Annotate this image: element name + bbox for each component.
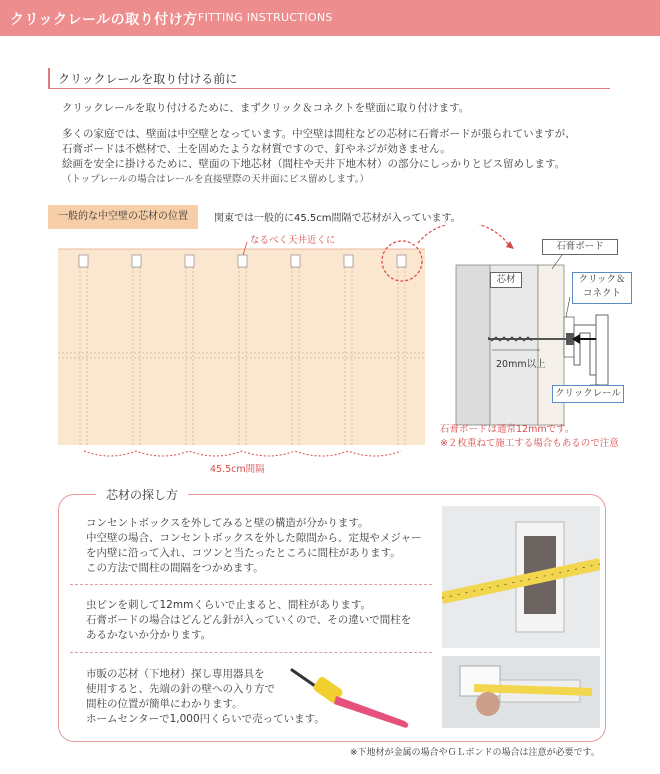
method1-line-3: を内壁に沿って入れ、コツンと当たったところに間柱があります。: [86, 547, 401, 559]
paragraph-line-2: 石膏ボードは不燃材で、土を固めたような材質ですので、釘やネジが効きません。: [62, 143, 451, 155]
section-title-text: クリックレールを取り付ける前に: [58, 72, 238, 86]
header-title-jp: クリックレールの取り付け方: [10, 12, 198, 28]
finder-handle: [334, 696, 408, 728]
divider-2: [70, 652, 432, 653]
core-block: [490, 265, 538, 425]
paragraph-line-3: 絵画を安全に掛けるために、壁面の下地芯材（間柱や天井下地木材）の部分にしっかりとビス留めします。: [62, 158, 566, 170]
intro-text: クリックレールを取り付けるために、まずクリック＆コネクトを壁面に取り付けます。: [62, 102, 470, 114]
wall-core-label: 一般的な中空壁の芯材の位置: [48, 205, 198, 229]
outlet-photo: [442, 506, 600, 648]
paragraph-line-4: （トップレールの場合はレールを直接壁際の天井面にビス留めします。）: [62, 174, 369, 185]
method3-line-3: 間柱の位置が簡単にわかります。: [86, 698, 243, 710]
divider-1: [70, 584, 432, 585]
board-note-1: 石膏ボードは通常12mmです。: [440, 424, 575, 435]
board-label: 石膏ボード: [542, 239, 618, 255]
connect-label-line-2: コネクト: [582, 288, 621, 299]
ceiling-note: なるべく天井近くに: [250, 235, 336, 246]
method3-line-1: 市販の芯材（下地材）探し専用器具を: [86, 668, 265, 680]
method1-line-1: コンセントボックスを外してみると壁の構造が分かります。: [86, 517, 369, 529]
method2-line-3: あるかないか分かります。: [86, 629, 212, 641]
finder-photo: [442, 656, 600, 728]
method1-line-2: 中空壁の場合、コンセントボックスを外した隙間から、定規やメジャー: [86, 532, 422, 544]
spacing-label: 45.5cm間隔: [210, 464, 265, 475]
method3-line-2: 使用すると、先端の針の壁への入り方で: [86, 683, 275, 695]
connect-label-line-1: クリック＆: [578, 274, 626, 285]
finder-tool: [284, 664, 424, 730]
detail-arc: [418, 225, 510, 247]
rail-body: [596, 315, 608, 385]
core-label: 芯材: [490, 272, 522, 288]
method3-line-4: ホームセンターで1,000円くらいで売っています。: [86, 713, 325, 725]
section2-title: 芯材の探し方: [96, 486, 188, 503]
board-note-2: ※２枚重ねて施工する場合もあるので注意: [440, 438, 619, 449]
core-stud: [456, 265, 490, 425]
rail-label: クリックレール: [552, 385, 624, 403]
header-title-en: FITTING INSTRUCTIONS: [198, 11, 333, 24]
method1-line-4: この方法で間柱の間隔をつかめます。: [86, 562, 264, 574]
kanto-spacing-note: 関東では一般的に45.5cm間隔で芯材が入っています。: [214, 213, 461, 224]
paragraph-line-1: 多くの家庭では、壁面は中空壁となっています。中空壁は間柱などの芯材に石膏ボードが張られていますが、: [62, 128, 576, 140]
method2-line-2: 石膏ボードの場合はどんどん針が入っていくので、その違いで間柱を: [86, 614, 412, 626]
wall-panel: [58, 249, 425, 445]
section-title-before: [48, 68, 610, 89]
connect-label: [572, 272, 632, 304]
screw-label: 20mm以上: [496, 359, 546, 370]
method2-line-1: 虫ピンを刺して12mmくらいで止まると、間柱があります。: [86, 599, 371, 611]
spacing-bracket: [84, 451, 401, 456]
footnote: ※下地材が金属の場合やＧＬボンドの場合は注意が必要です。: [350, 748, 600, 758]
